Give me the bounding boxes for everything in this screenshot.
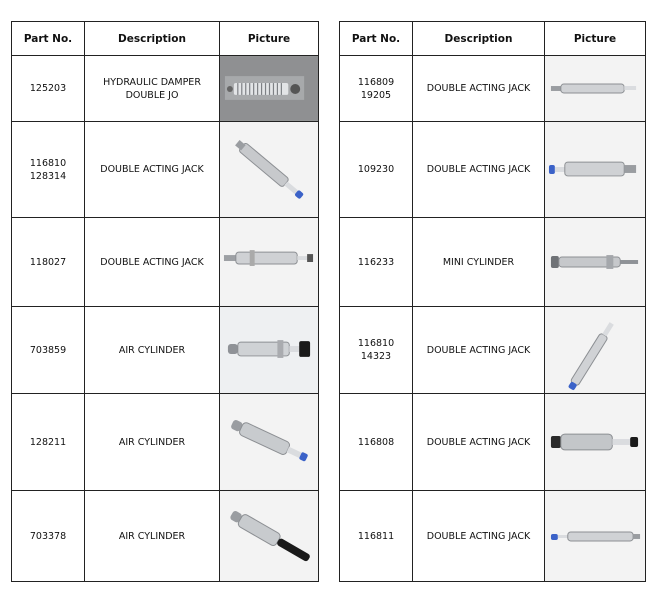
parts-table-left: [11, 21, 319, 582]
part-number: 116808: [340, 394, 413, 491]
picture-cell: [220, 56, 319, 122]
table-row: [12, 491, 319, 582]
table-row: [12, 307, 319, 394]
description: AIR CYLINDER: [85, 307, 220, 394]
table-row: [340, 491, 646, 582]
cylinder-blue-end-icon: [545, 122, 645, 217]
part-number: 116810 128314: [12, 122, 85, 218]
header-row: [12, 22, 319, 56]
mini-cylinder-icon: [545, 218, 645, 306]
part-no-header: Part No.: [12, 22, 85, 56]
picture-cell: [220, 218, 319, 307]
description: DOUBLE ACTING JACK: [413, 491, 545, 582]
picture-cell: [220, 394, 319, 491]
description: MINI CYLINDER: [413, 218, 545, 307]
description-header: Description: [85, 22, 220, 56]
part-number: 109230: [340, 122, 413, 218]
part-number: 703378: [12, 491, 85, 582]
table-row: [340, 307, 646, 394]
description: DOUBLE ACTING JACK: [85, 122, 220, 218]
table-row: [12, 56, 319, 122]
picture-cell: [220, 307, 319, 394]
parts-table-right: [339, 21, 646, 582]
description: DOUBLE ACTING JACK: [413, 56, 545, 122]
table-row: [12, 394, 319, 491]
table-row: [340, 56, 646, 122]
picture-cell: [545, 56, 646, 122]
picture-header: Picture: [220, 22, 319, 56]
description: DOUBLE ACTING JACK: [413, 394, 545, 491]
picture-cell: [220, 122, 319, 218]
table-row: [340, 122, 646, 218]
hydraulic-damper-icon: [220, 56, 318, 121]
cylinder-black-rod-icon: [220, 491, 318, 581]
description: AIR CYLINDER: [85, 491, 220, 582]
cylinder-vertical-diagonal-icon: [545, 307, 645, 393]
description: DOUBLE ACTING JACK: [413, 122, 545, 218]
part-number: 116233: [340, 218, 413, 307]
part-no-header: Part No.: [340, 22, 413, 56]
cylinder-diagonal-blue-icon: [220, 394, 318, 490]
part-number: 128211: [12, 394, 85, 491]
part-number: 703859: [12, 307, 85, 394]
description: DOUBLE ACTING JACK: [413, 307, 545, 394]
part-number: 125203: [12, 56, 85, 122]
picture-cell: [545, 394, 646, 491]
cylinder-compact-icon: [545, 394, 645, 490]
part-number: 118027: [12, 218, 85, 307]
part-number: 116811: [340, 491, 413, 582]
cylinder-black-cap-icon: [220, 307, 318, 393]
long-slim-cylinder-icon: [545, 491, 645, 581]
picture-cell: [545, 122, 646, 218]
slim-cylinder-icon: [545, 56, 645, 121]
description: AIR CYLINDER: [85, 394, 220, 491]
description-header: Description: [413, 22, 545, 56]
table-row: [12, 122, 319, 218]
cylinder-horizontal-icon: [220, 218, 318, 306]
picture-cell: [545, 491, 646, 582]
table-row: [340, 394, 646, 491]
part-number: 116809 19205: [340, 56, 413, 122]
picture-header: Picture: [545, 22, 646, 56]
picture-cell: [545, 307, 646, 394]
table-row: [12, 218, 319, 307]
cylinder-diagonal-icon: [220, 122, 318, 217]
part-number: 116810 14323: [340, 307, 413, 394]
picture-cell: [545, 218, 646, 307]
header-row: [340, 22, 646, 56]
description: HYDRAULIC DAMPER DOUBLE JO: [85, 56, 220, 122]
description: DOUBLE ACTING JACK: [85, 218, 220, 307]
table-row: [340, 218, 646, 307]
picture-cell: [220, 491, 319, 582]
